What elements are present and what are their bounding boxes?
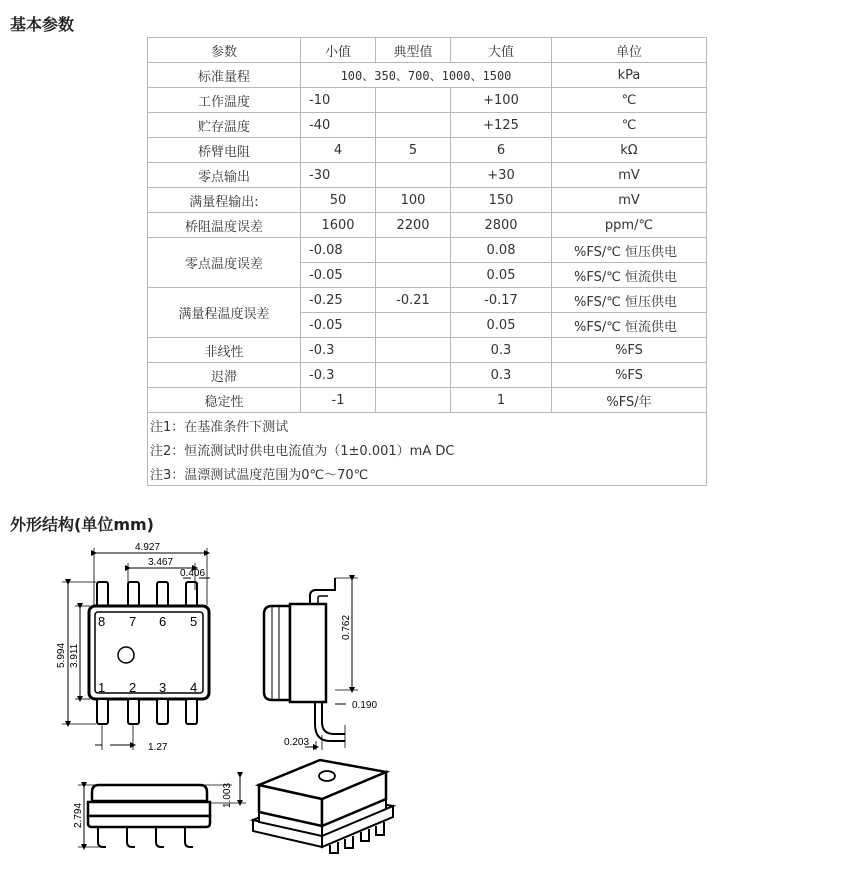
table-row — [148, 238, 707, 263]
row-max: 2800 — [451, 213, 552, 238]
row-typ — [376, 238, 451, 263]
row-max: 0.3 — [451, 338, 552, 363]
row-min: 4 — [301, 138, 376, 163]
table-row — [148, 363, 707, 388]
note-row — [148, 437, 707, 461]
package-drawing — [0, 535, 560, 880]
row-typ — [376, 363, 451, 388]
row-max: 6 — [451, 138, 552, 163]
section-title-outline: 外形结构(单位mm) — [10, 515, 154, 534]
table-row — [148, 338, 707, 363]
header-param: 参数 — [148, 38, 301, 63]
row-max: 150 — [451, 188, 552, 213]
table-row — [148, 138, 707, 163]
dim-front-top: 1.003 — [222, 782, 233, 808]
row-min: -0.08 — [301, 238, 376, 263]
row-max: -0.17 — [451, 288, 552, 313]
row-min: 1600 — [301, 213, 376, 238]
row-name: 零点温度误差 — [148, 238, 301, 288]
table-row — [148, 163, 707, 188]
note-row — [148, 461, 707, 486]
row-min: -0.3 — [301, 338, 376, 363]
dim-side-thick: 0.203 — [284, 737, 310, 748]
row-unit: ppm/℃ — [552, 213, 707, 238]
table-row — [148, 188, 707, 213]
row-min: -0.05 — [301, 263, 376, 288]
row-unit: ℃ — [552, 113, 707, 138]
row-max: +125 — [451, 113, 552, 138]
front-view — [78, 775, 246, 847]
header-typ: 典型值 — [376, 38, 451, 63]
row-max: +100 — [451, 88, 552, 113]
row-min: -0.3 — [301, 363, 376, 388]
row-typ — [376, 313, 451, 338]
row-typ — [376, 113, 451, 138]
dim-w-pins: 3.467 — [148, 557, 174, 568]
row-unit: %FS/℃ 恒压供电 — [552, 288, 707, 313]
table-row — [148, 113, 707, 138]
row-name: 标准量程 — [148, 63, 301, 88]
params-table — [147, 37, 707, 486]
dim-side-lead: 0.190 — [352, 700, 378, 711]
pin-7: 7 — [129, 614, 137, 629]
row-name: 工作温度 — [148, 88, 301, 113]
note-row — [148, 413, 707, 438]
dim-h-body: 3.911 — [69, 643, 80, 668]
table-row — [148, 213, 707, 238]
note-3: 注3：温漂测试温度范围为0℃～70℃ — [148, 461, 707, 486]
row-max: 0.08 — [451, 238, 552, 263]
section-title-basic-params: 基本参数 — [10, 15, 75, 34]
pin-1: 1 — [98, 680, 106, 695]
row-unit: %FS/℃ 恒流供电 — [552, 313, 707, 338]
row-min: -0.05 — [301, 313, 376, 338]
row-unit: ℃ — [552, 88, 707, 113]
row-range-values: 100、350、700、1000、1500 — [301, 63, 552, 88]
row-name: 桥阻温度误差 — [148, 213, 301, 238]
row-min: -30 — [301, 163, 376, 188]
header-unit: 单位 — [552, 38, 707, 63]
pin-4: 4 — [190, 680, 198, 695]
isometric-view — [253, 760, 393, 853]
dim-h-total: 5.994 — [56, 642, 67, 668]
row-name: 稳定性 — [148, 388, 301, 413]
dim-w-pin: 0.406 — [180, 568, 206, 579]
row-unit: mV — [552, 188, 707, 213]
table-row — [148, 63, 707, 88]
row-unit: mV — [552, 163, 707, 188]
row-unit: %FS/年 — [552, 388, 707, 413]
row-max: 0.05 — [451, 313, 552, 338]
table-row — [148, 288, 707, 313]
row-name: 贮存温度 — [148, 113, 301, 138]
pin-8: 8 — [98, 614, 106, 629]
table-row — [148, 88, 707, 113]
row-typ: -0.21 — [376, 288, 451, 313]
row-max: +30 — [451, 163, 552, 188]
row-max: 0.3 — [451, 363, 552, 388]
row-name: 满量程输出: — [148, 188, 301, 213]
pin-3: 3 — [159, 680, 167, 695]
row-typ: 100 — [376, 188, 451, 213]
header-max: 大值 — [451, 38, 552, 63]
row-typ — [376, 88, 451, 113]
row-unit: kPa — [552, 63, 707, 88]
row-min: -40 — [301, 113, 376, 138]
row-name: 桥臂电阻 — [148, 138, 301, 163]
table-header-row — [148, 38, 707, 63]
row-typ: 2200 — [376, 213, 451, 238]
row-min: -10 — [301, 88, 376, 113]
dim-pitch: 1.27 — [148, 742, 168, 753]
row-typ — [376, 263, 451, 288]
row-unit: %FS/℃ 恒流供电 — [552, 263, 707, 288]
header-min: 小值 — [301, 38, 376, 63]
dim-w-total: 4.927 — [135, 542, 161, 553]
row-max: 0.05 — [451, 263, 552, 288]
row-min: 50 — [301, 188, 376, 213]
row-typ — [376, 388, 451, 413]
dim-front-h: 2.794 — [73, 802, 84, 828]
row-unit: kΩ — [552, 138, 707, 163]
row-unit: %FS — [552, 363, 707, 388]
dim-side-top: 0.762 — [341, 614, 352, 640]
row-name: 非线性 — [148, 338, 301, 363]
row-name: 满量程温度误差 — [148, 288, 301, 338]
table-row — [148, 388, 707, 413]
row-unit: %FS — [552, 338, 707, 363]
pin-6: 6 — [159, 614, 167, 629]
row-min: -0.25 — [301, 288, 376, 313]
note-2: 注2：恒流测试时供电电流值为（1±0.001）mA DC — [148, 437, 707, 461]
row-name: 零点输出 — [148, 163, 301, 188]
row-max: 1 — [451, 388, 552, 413]
row-typ: 5 — [376, 138, 451, 163]
row-typ — [376, 163, 451, 188]
row-typ — [376, 338, 451, 363]
pin-5: 5 — [190, 614, 198, 629]
pin-2: 2 — [129, 680, 137, 695]
row-min: -1 — [301, 388, 376, 413]
row-unit: %FS/℃ 恒压供电 — [552, 238, 707, 263]
row-name: 迟滞 — [148, 363, 301, 388]
note-1: 注1：在基准条件下测试 — [148, 413, 707, 438]
side-view — [264, 578, 358, 750]
